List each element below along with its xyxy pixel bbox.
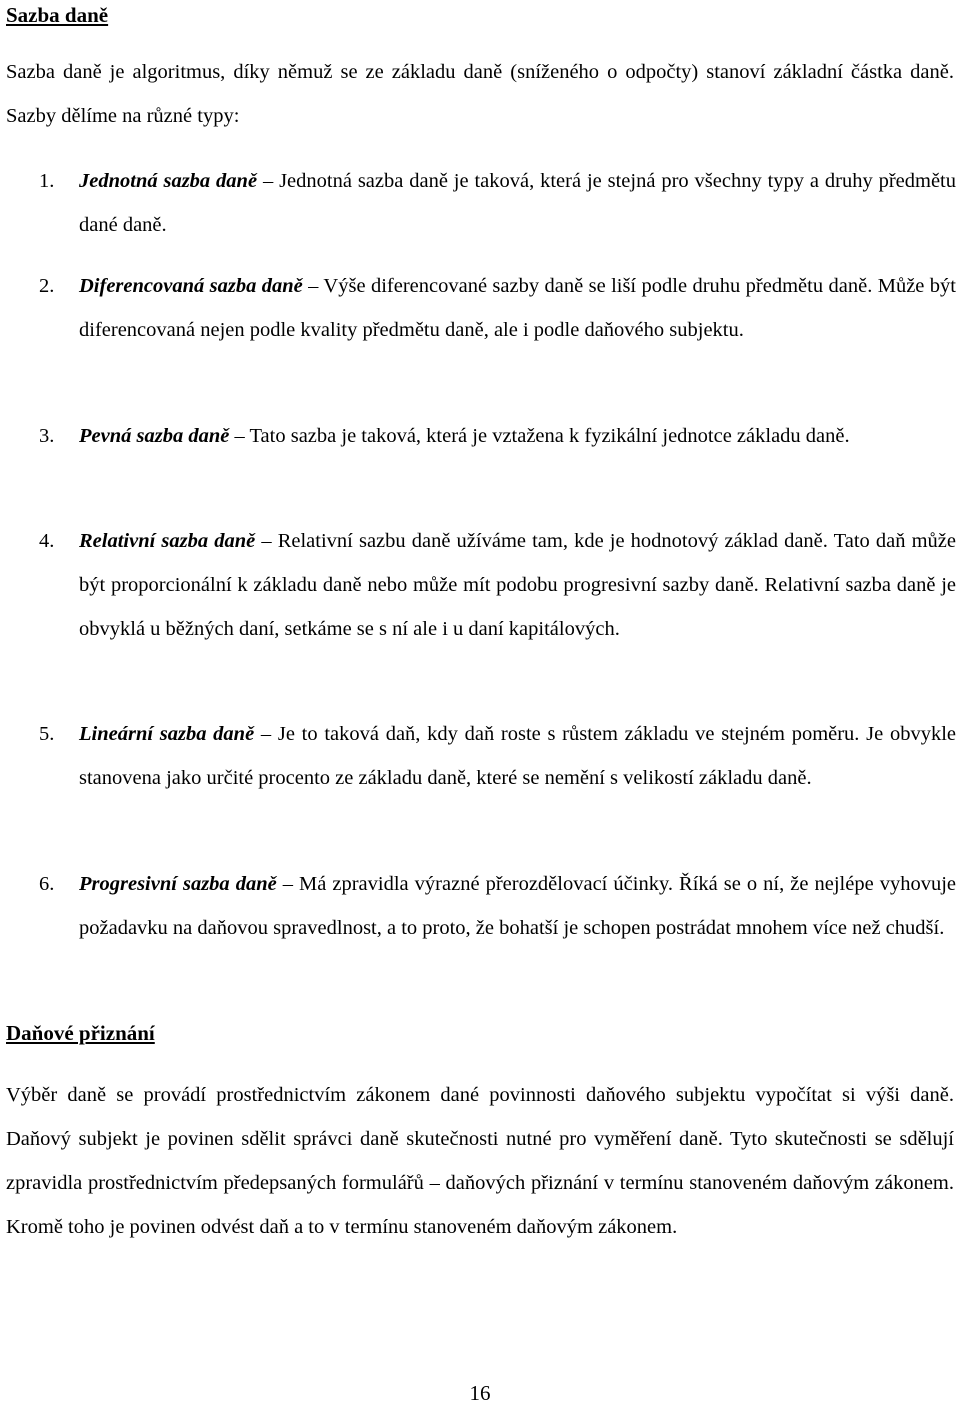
- list-item-term: Relativní sazba daně: [79, 530, 256, 552]
- list-item-1: [39, 159, 956, 247]
- tax-return-paragraph: Výběr daně se provádí prostřednictvím zákonem dané povinnosti daňového subjektu vypočítat si výši daně. Daňový subjekt je povinen sdělit správci daně skutečnosti nutné pro vyměření daně. Tyto skutečnosti se sdělují zpravidla prostřednictvím předepsaných formulářů – daňových přiznání v termínu stanoveném daňovým zákonem. Kromě toho je povinen odvést daň a to v termínu stanoveném daňovým zákonem.: [6, 1084, 954, 1238]
- list-item-term: Pevná sazba daně: [79, 425, 230, 447]
- list-item-text: – Jednotná sazba daně je taková, která je stejná pro všechny typy a druhy předmětu dané daně.: [79, 170, 956, 236]
- list-item-text: – Má zpravidla výrazné přerozdělovací účinky. Říká se o ní, že nejlépe vyhovuje požadavku na daňovou spravedlnost, a to proto, že bohatší je schopen postrádat mnohem více než chudší.: [79, 873, 956, 939]
- page-number: 16: [469, 1381, 491, 1405]
- section-heading-tax-return: Daňové přiznání: [6, 1021, 155, 1045]
- list-item-term: Jednotná sazba daně: [79, 170, 258, 192]
- list-item-6: [39, 862, 956, 950]
- list-item-text: – Tato sazba je taková, která je vztažena k fyzikální jednotce základu daně.: [229, 425, 850, 447]
- intro-paragraph: Sazba daně je algoritmus, díky němuž se ze základu daně (sníženého o odpočty) stanoví základní částka daně. Sazby dělíme na různé typy:: [6, 61, 954, 127]
- list-item-term: Lineární sazba daně: [79, 723, 255, 745]
- list-item-term: Progresivní sazba daně: [79, 873, 277, 895]
- list-item-text: – Je to taková daň, kdy daň roste s růstem základu ve stejném poměru. Je obvykle stanovena jako určité procento ze základu daně, které se nemění s velikostí základu daně.: [79, 723, 956, 789]
- list-item-number: 6.: [39, 873, 55, 895]
- list-item-3: [39, 414, 956, 458]
- list-item-2: [39, 264, 956, 352]
- list-item-number: 3.: [39, 425, 55, 447]
- list-item-4: [39, 519, 956, 651]
- list-item-5: [39, 712, 956, 800]
- list-item-number: 4.: [39, 530, 55, 552]
- list-item-text: – Výše diferencované sazby daně se liší podle druhu předmětu daně. Může být diferencovaná nejen podle kvality předmětu daně, ale i podle daňového subjektu.: [79, 275, 956, 341]
- list-item-text: – Relativní sazbu daně užíváme tam, kde je hodnotový základ daně. Tato daň může být proporcionální k základu daně nebo může mít podobu progresivní sazby daně. Relativní sazba daně je obvyklá u běžných daní, setkáme se s ní ale i u daní kapitálových.: [79, 530, 956, 640]
- list-item-number: 2.: [39, 275, 55, 297]
- section-heading-tax-rate: Sazba daně: [6, 3, 109, 27]
- list-item-number: 1.: [39, 170, 55, 192]
- list-item-number: 5.: [39, 723, 55, 745]
- list-item-term: Diferencovaná sazba daně: [79, 275, 303, 297]
